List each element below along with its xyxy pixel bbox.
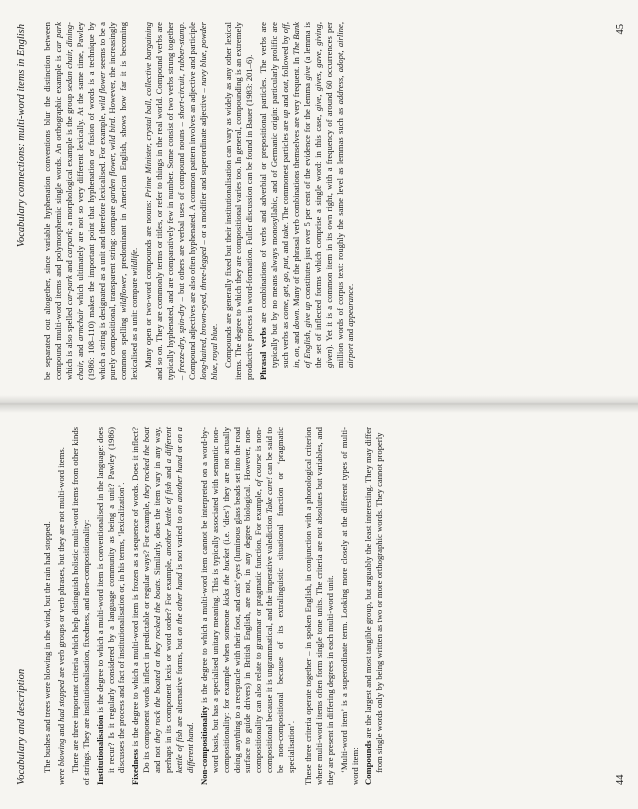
example-sentence: The bushes and trees were blowing in the wind, but the rain had stopped. (42, 521, 52, 773)
phrasal-verbs-paragraph: Phrasal verbs are combinations of verbs and adverbial or prepositional particles. The verbs are typically but by no means always monosyllabic, and of Germanic origin: particularly prolific are such verbs as come, get, go, put, and take. The commonest particles are up and out, followed by off, in, on, and down. Many of the phrasal verb combinations themselves are very frequent. In The Bank of English, give up constitutes just over 5 per cent of the evidence for the lemma give (a lemma is the set of inflected forms which comprise a single word: in this case, give, gives, gave, giving, given). Yet it is a common item in its own right, with a frequency of around 60 occurrences per million words of corpus text: roughly the same level as lemmas such as address, adopt, airline, airport and appearance. (258, 22, 356, 380)
institutionalisation-paragraph: Institutionalisation is the degree to which a multi-word item is conventionalised in the language: does it recur? Is it regularly considered by a language community as being a unit? Pawley (1986) discusses the process and fact of institutionalisation or, in his terms, ‘lexicalization’. (94, 427, 127, 785)
left-text-block (42, 427, 604, 785)
phrasal-verbs-term: Phrasal verbs (258, 327, 269, 380)
superordinate-paragraph: ‘Multi-word item’ is a superordinate term. Looking more closely at the different types of multi-word item: (338, 427, 360, 785)
compound-types-paragraph: Many open or two-word compounds are nouns: Prime Minister, crystal ball, collective bargaining and so on. They are commonly terms or titles, or refer to things in the real world. Compound verbs are typically hyphenated, and are comparatively few in number. Some consist of two verbs strung together – freeze-dry, spin-dry – but others are verbal uses of compound nouns – short-circuit, rubber-stamp. Compound adjectives are also often hyphenated. A common pattern involves an adjective and participle long-haired, brown-eyed, three-legged – or a modifier and superordinate adjective – navy blue, powder blue, royal blue. (143, 22, 219, 380)
right-running-head: Vocabulary connections: multi-word items in English (16, 24, 27, 248)
criteria-intro-paragraph: There are three important criteria which help distinguish holistic multi-word items from other kinds of strings. They are institutionalisation, fixedness, and non-compositionality: (69, 427, 91, 785)
compounds-paragraph: Compounds are the largest and most tangible group, but arguably the least interesting. They may differ from single words only by being written as two or more orthographic words. They cannot properly (363, 427, 385, 785)
right-text-block (42, 22, 604, 380)
institutionalisation-term: Institutionalisation (94, 715, 105, 785)
hyphenation-paragraph: be separated out altogether, since variable hyphenation conventions blur the distinction between compound multi-word items and polymorphemic single words. An orthographic example is car park which is also spelled car-park and carpark; a morphological example is the group sedan chair, dining-chair, and armchair which ultimately are not so very different lexically. At the same time, Pawley (1986: 108–110) makes the important point that hyphenation or fusion of words is a technique by which a string is designated as a unit and therefore lexicalised. For example, wild flower seems to be a purely compositional, transparent string: compare garden flower, wild bird. However, the increasingly common spelling wildflower, predominant in American English, shows how far it is becoming lexicalised as a unit: compare wildlife. (42, 21, 140, 380)
non-compositionality-paragraph: Non-compositionality is the degree to which a multi-word item cannot be interpreted on a word-by-word basis, but has a specialised unitary meaning. This is typically associated with semantic non-compositionality: for example when someone kicks the bucket (i.e. ‘dies’) they are not actually doing anything to a receptacle with their foot, and cats’ eyes (luminous glass beads set into the road surface to guide drivers) in British English, are not, in any degree biological. However, non-compositionality can also relate to grammar or pragmatic function. For example, of course is non-compositional because it is ungrammatical, and the imperative valediction Take care! can be said to be non-compositional because of its extralinguistic situational function or ‘pragmatic specialisation’. (198, 426, 297, 785)
compounds-fixed-paragraph: Compounds are generally fixed but their institutionalisation can vary as widely as any other lexical items. The degree to which they are compositional varies too. In general, compounding is an extremely productive process in word-formation. Fuller discussion can be found in Bauer (1983: 201–6). (222, 22, 255, 380)
left-page-number: 44 (615, 774, 626, 785)
right-page (0, 0, 638, 404)
fixedness-term: Fixedness (130, 749, 141, 785)
fixedness-paragraph: Fixedness is the degree to which a multi-word item is frozen as a sequence of words. Does it inflect? Do its component words inflect in predictable or regular ways? For example, they rocked the boat and not they rock the boated or they rocked the boats. Similarly, does the item vary in any way, perhaps in its component lexis or word order? For example, another kettle of fish and a different kettle of fish are alternative forms, but on the other hand is not varied to on another hand or on a different hand. (130, 426, 195, 785)
right-page-number: 45 (615, 24, 626, 35)
compounds-term: Compounds (363, 740, 374, 785)
left-running-head: Vocabulary and description (16, 668, 27, 785)
verb-phrase-paragraph: were blowing and had stopped are verb groups or verb phrases, but they are not multi-word items. (55, 447, 66, 785)
left-page (0, 405, 638, 809)
non-compositionality-term: Non-compositionality (198, 705, 209, 785)
criteria-together-paragraph: These three criteria operate together – in spoken English, in conjunction with a phonological criterion where multi-word items often form single tone units. The criteria are not absolutes but variables, and they are present in differing degrees in each multi-word unit. (302, 427, 335, 785)
